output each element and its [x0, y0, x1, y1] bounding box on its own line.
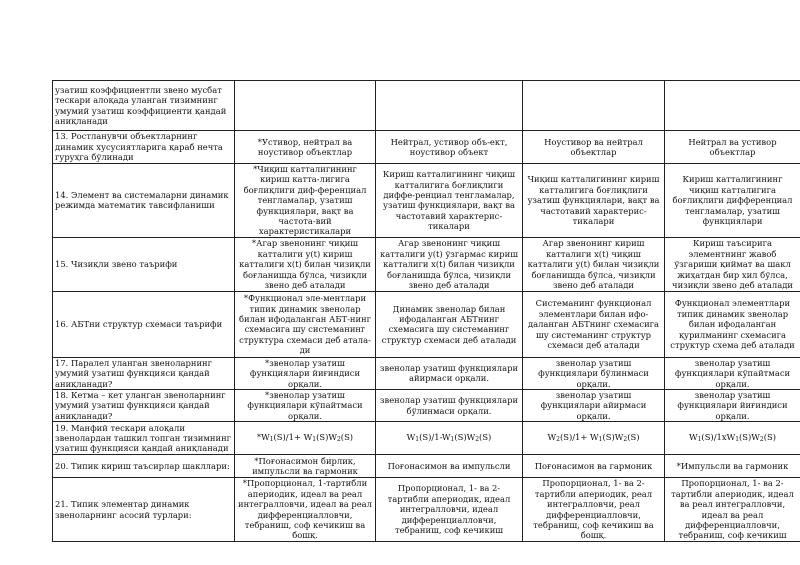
answer-cell [235, 81, 376, 131]
answer-cell: Пропорционал, 1- ва 2-тартибли апериодик, идеал интегралловчи, идеал дифференциалловчи, тебраниш, соф кечикиш [376, 478, 523, 541]
table-row [53, 291, 800, 357]
question-cell: 18. Кетма – кет уланган звеноларнинг умумий узатиш функцияси қандай аниқланади? [53, 390, 235, 422]
table-row [53, 164, 800, 238]
answer-cell: *Устивор, нейтрал ва ноустивор объектлар [235, 131, 376, 164]
answer-cell: звенолар узатиш функциялари айирмаси орқали. [376, 357, 523, 389]
answer-cell: *Агар звенонинг чиқиш катталиги y(t) кириш катталиги x(t) билан чизиқли боғланишда бўлса, чизиқли звено деб аталади [235, 237, 376, 291]
answer-cell: Поғонасимон ва импульсли [376, 455, 523, 478]
table-row [53, 455, 800, 478]
question-cell: 16. АБТни структур схемаси таърифи [53, 291, 235, 357]
answer-cell: Пропорционал, 1- ва 2-тартибли апериодик, идеал ва реал интегралловчи, идеал ва реал дифференциалловчи, тебраниш, соф кечикиш [665, 478, 800, 541]
answer-cell: звенолар узатиш функциялари кўпайтмаси орқали. [665, 357, 800, 389]
answer-cell: Чиқиш катталигининг кириш катталигига боғлиқлиги узатиш функциялари, вақт ва частотавий характерис-тикалари [523, 164, 665, 238]
answer-cell: звенолар узатиш функциялари бўлинмаси орқали. [376, 390, 523, 422]
answer-cell: Кириш катталигининг чиқиш катталигига боғлиқлиги диффе-ренциал тенгламалар, узатиш функциялари, вақт ва частотавий характерис-тикалари [376, 164, 523, 238]
answer-cell: звенолар узатиш функциялари айирмаси орқали. [523, 390, 665, 422]
answer-cell: Системанинг функционал элементлари билан ифо-даланган АБТнинг схемасига шу системанинг структур схемаси деб аталади [523, 291, 665, 357]
answer-cell: *Пропорционал, 1-тартибли апериодик, идеал ва реал интегралловчи, идеал ва реал дифференциалловчи, тебраниш, соф кечикиш ва бошқ. [235, 478, 376, 541]
answer-cell: Пропорционал, 1- ва 2-тартибли апериодик, реал интегралловчи, реал дифференциалловчи, тебраниш, соф кечикиш ва бошқ. [523, 478, 665, 541]
answer-cell: *Поғонасимон бирлик, импульсли ва гармоник [235, 455, 376, 478]
answer-cell: Кириш таъсирига элементнинг жавоб ўзгариши қиймат ва шакл жиҳатдан бир хил бўлса, чизиқли звено деб аталади [665, 237, 800, 291]
question-cell: 20. Типик кириш таъсирлар шакллари: [53, 455, 235, 478]
answer-cell: Нейтрал, устивор объ-ект, ноустивор объект [376, 131, 523, 164]
question-cell: 15. Чизиқли звено таърифи [53, 237, 235, 291]
answer-cell: Нейтрал ва устивор объектлар [665, 131, 800, 164]
formula-cell: *W1(S)/1+ W1(S)W2(S) [235, 422, 376, 455]
answer-cell: Динамик звенолар билан ифодаланган АБТнинг схемасига шу системанинг структур схемаси деб аталади [376, 291, 523, 357]
answer-cell: Ноустивор ва нейтрал объектлар [523, 131, 665, 164]
table-row [53, 478, 800, 541]
answer-cell: *Функционал эле-ментлари типик динамик звенолар билан ифодаланган АБТ-нинг схемасига шу системанинг структура схемаси деб атала-ди [235, 291, 376, 357]
question-cell: 19. Манфий тескари алоқали звенолардан ташкил топган тизимнинг узатиш функцияси қандай аниқланади [53, 422, 235, 455]
table-row [53, 131, 800, 164]
answer-cell: *Импульсли ва гармоник [665, 455, 800, 478]
formula-cell: W1(S)/1xW1(S)W2(S) [665, 422, 800, 455]
answer-cell: Функционал элементлари типик динамик звенолар билан ифодаланган қурилманинг схемасига структур схема деб аталади [665, 291, 800, 357]
answer-cell [523, 81, 665, 131]
answer-cell [665, 81, 800, 131]
table-row [53, 422, 800, 455]
answer-cell: звенолар узатиш функциялари бўлинмаси орқали. [523, 357, 665, 389]
question-cell: 21. Типик элементар динамик звеноларнинг асосий турлари: [53, 478, 235, 541]
question-cell: 14. Элемент ва системаларни динамик режимда математик тавсифланиши [53, 164, 235, 238]
question-table [52, 80, 800, 542]
answer-cell: *звенолар узатиш функциялари кўпайтмаси орқали. [235, 390, 376, 422]
formula-cell: W2(S)/1+ W1(S)W2(S) [523, 422, 665, 455]
answer-cell: Агар звенонинг чиқиш катталиги y(t) ўзгармас кириш катталиги x(t) билан чизиқли боғланишда бўлса, чизиқли звено деб аталади [376, 237, 523, 291]
question-cell: 17. Паралел уланган звеноларнинг умумий узатиш функцияси қандай аниқланади? [53, 357, 235, 389]
answer-cell: Агар звенонинг кириш катталиги x(t) чиқиш катталиги y(t) билан чизиқли боғланишда бўлса, чизиқли звено деб аталади [523, 237, 665, 291]
answer-cell: звенолар узатиш функциялари йиғиндиси орқали. [665, 390, 800, 422]
table-row [53, 357, 800, 389]
answer-cell: *Чиқиш катталигининг кириш катта-лигига боғлиқлиги диф-ференциал тенгламалар, узатиш функциялари, вақт ва частота-вий характеристикалари [235, 164, 376, 238]
question-cell: 13. Ростланувчи объектларнинг динамик хусусиятларига қараб нечта гуруҳга бўлинади [53, 131, 235, 164]
table-row [53, 237, 800, 291]
formula-cell: W1(S)/1-W1(S)W2(S) [376, 422, 523, 455]
answer-cell [376, 81, 523, 131]
question-cell: узатиш коэффициентли звено мусбат тескари алоқада уланган тизимнинг умумий узатиш коэффициенти қандай аниқланади [53, 81, 235, 131]
answer-cell: *звенолар узатиш функциялари йиғиндиси орқали. [235, 357, 376, 389]
answer-cell: Поғонасимон ва гармоник [523, 455, 665, 478]
table-row [53, 81, 800, 131]
table-row [53, 390, 800, 422]
answer-cell: Кириш катталигининг чиқиш катталигига боғлиқлиги дифференциал тенгламалар, узатиш функциялари [665, 164, 800, 238]
